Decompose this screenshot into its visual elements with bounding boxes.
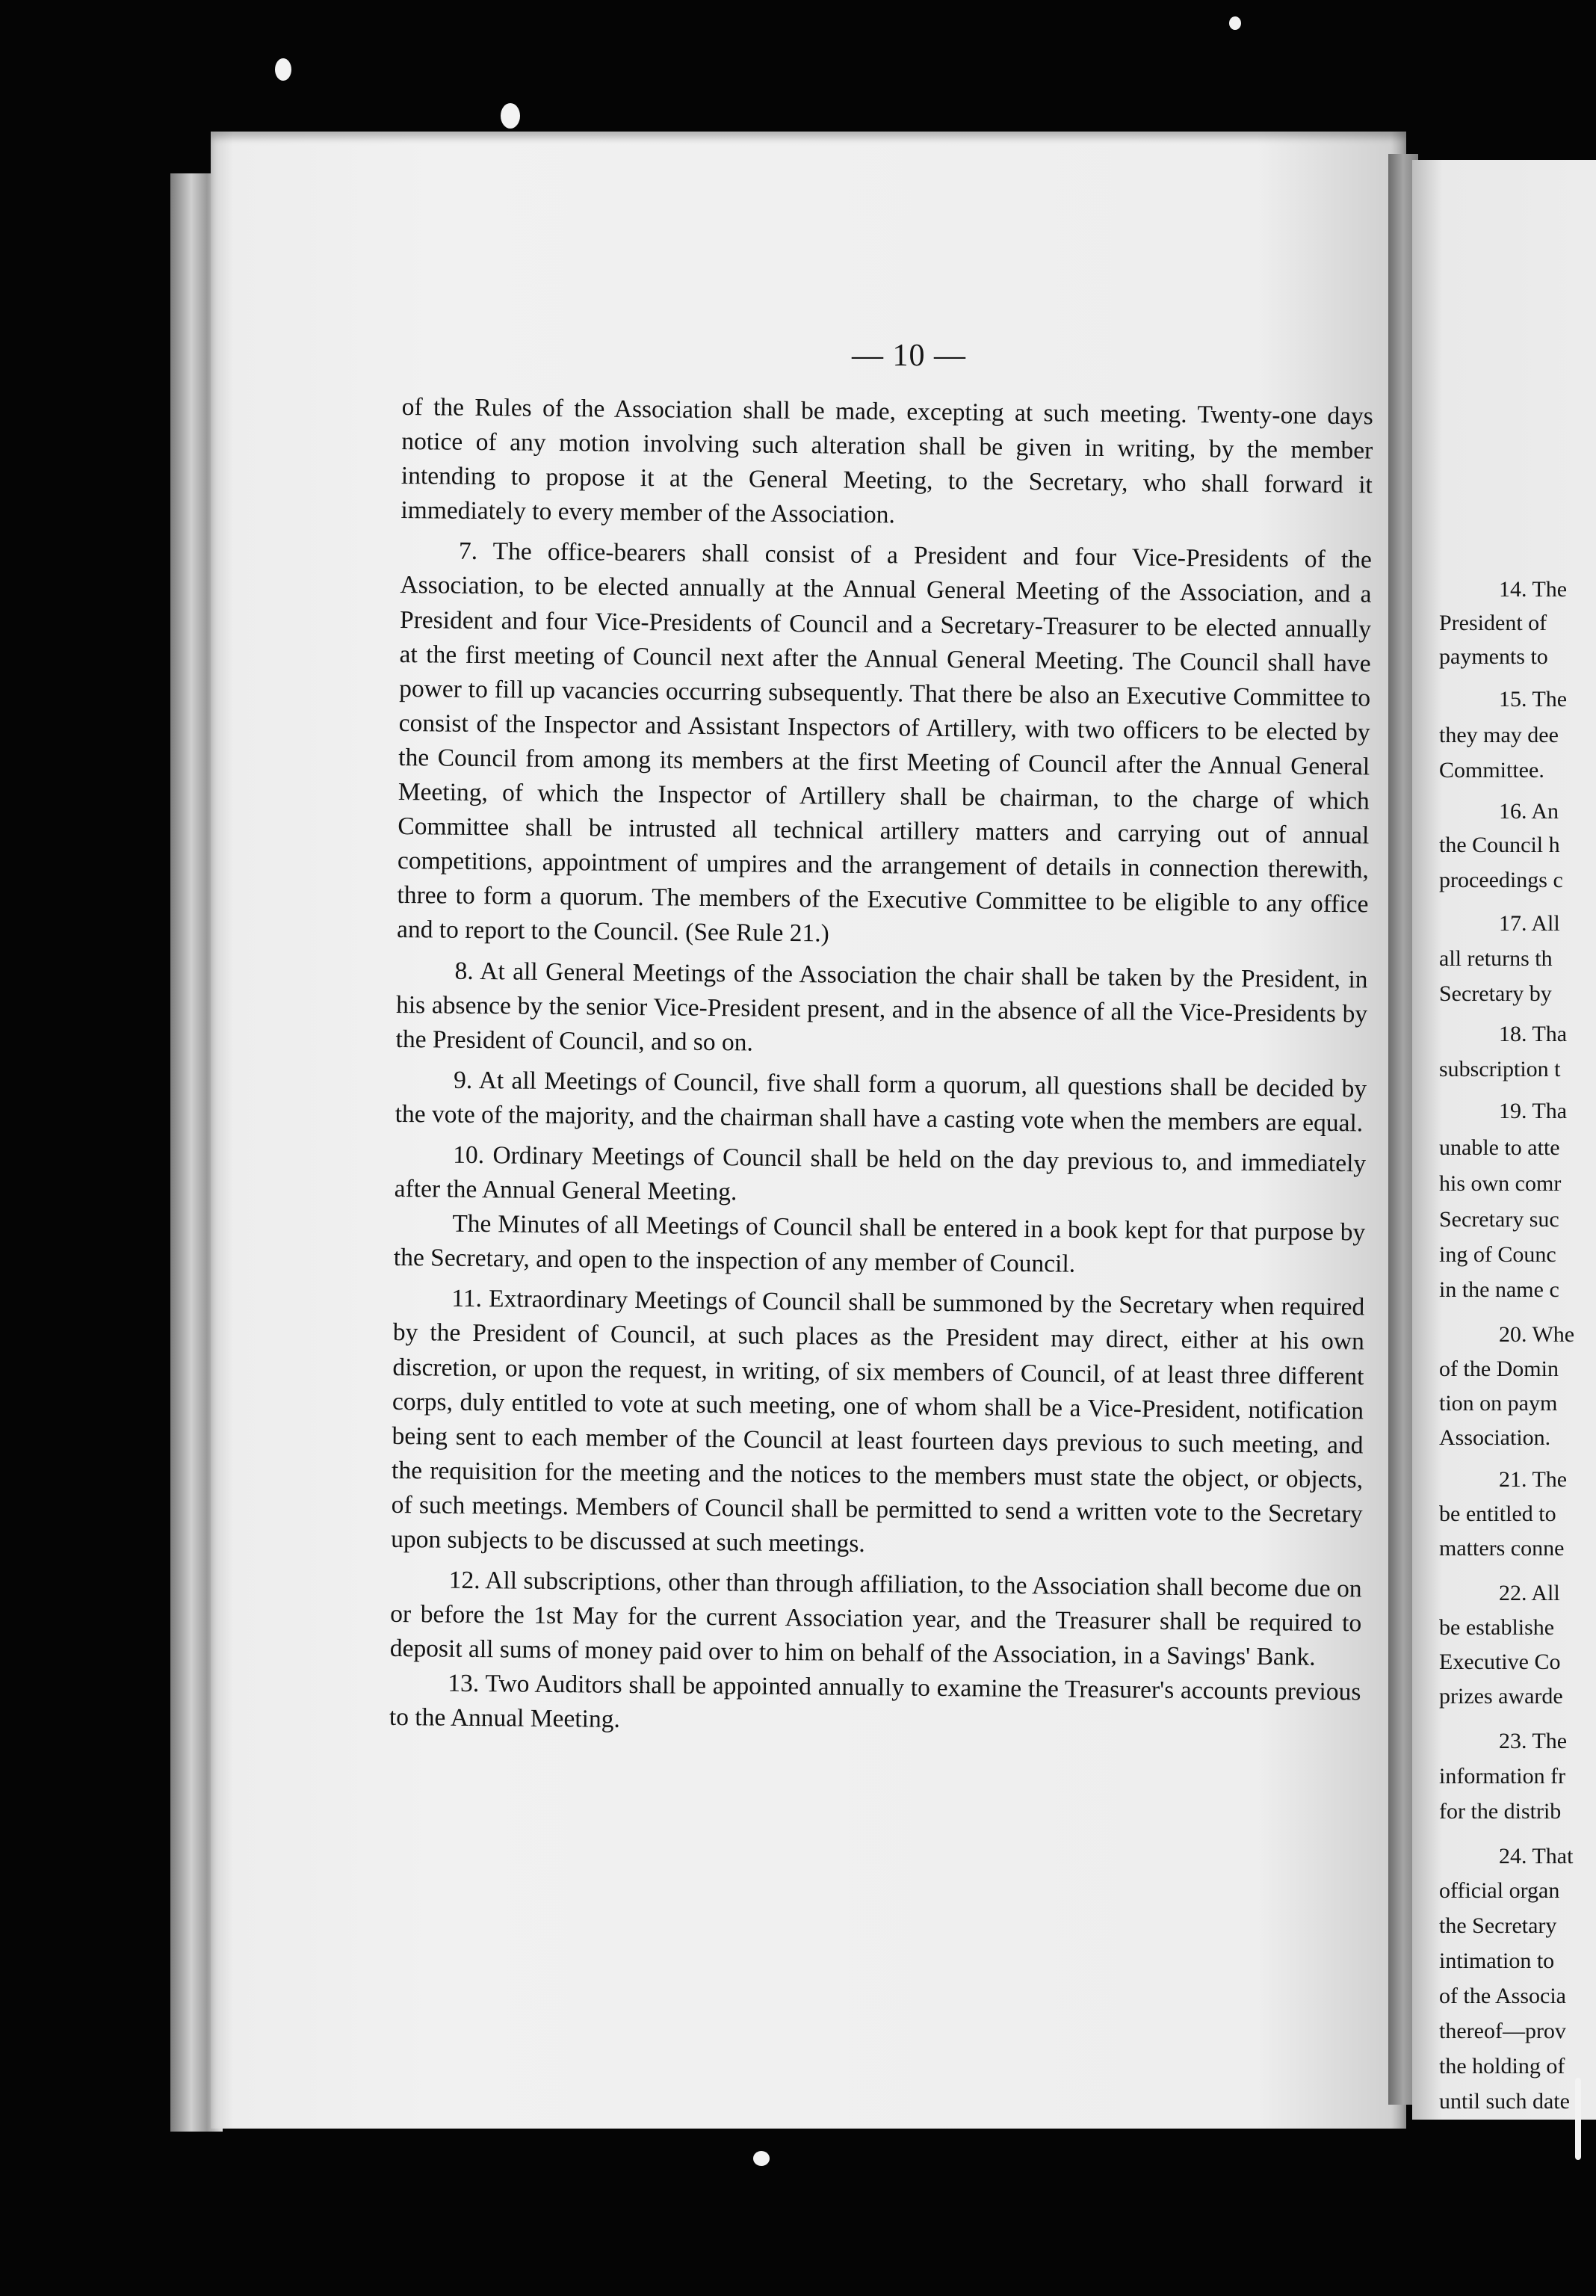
right-text-line: be entitled to (1439, 1502, 1556, 1526)
right-text-line: information fr (1439, 1764, 1566, 1789)
right-text-line: the holding of (1439, 2054, 1565, 2079)
right-text-line: Executive Co (1439, 1650, 1561, 1674)
right-text-line: 17. All (1499, 911, 1560, 936)
right-text-line: intimation to (1439, 1948, 1555, 1973)
right-text-line: official organ (1439, 1878, 1560, 1903)
right-text-line: all returns th (1439, 946, 1553, 971)
right-text-line: Association. (1439, 1425, 1551, 1450)
right-text-line: unable to atte (1439, 1135, 1560, 1160)
rule-13-paragraph: 13. Two Auditors shall be appointed annually to examine the Treasurer's accounts previous to the Annual Meeting. (389, 1670, 1361, 1734)
right-text-line: tion on paym (1439, 1391, 1558, 1416)
right-text-line: in the name c (1439, 1277, 1559, 1302)
dust-speck (1229, 16, 1241, 30)
right-text-line: payments to (1439, 644, 1548, 669)
right-text-line: ing of Counc (1439, 1242, 1556, 1267)
minutes-paragraph: The Minutes of all Meetings of Council shall be entered in a book kept for that purpose by the Secretary, and open to the inspection of any member of Council. (393, 1209, 1366, 1278)
right-text-line: 19. Tha (1499, 1099, 1568, 1123)
rule-7-paragraph: 7. The office-bearers shall consist of a President and four Vice-Presidents of the Association, to be elected annually at the Annual General Meeting of the Association, and a President and four Vice-Presidents of Council and a Secretary-Treasurer to be elected annually at the first meeting of Council next after the Annual General Meeting. The Council shall have power to fill up vacancies occurring subsequently. That there be also an Executive Committee to consist of the Inspector and Assistant Inspectors of Artillery, with two officers to be elected by the Council from among its members at the first Meeting of Council after the Annual General Meeting, of which the Inspector of Artillery shall be chairman, to the charge of which Committee shall be intrusted all technical artillery matters and carrying out of annual competitions, appointment of umpires and the arrangement of details in connection therewith, three to form a quorum. The members of the Executive Committee to be eligible to any office and to report to the Council. (See Rule 21.) (396, 537, 1373, 948)
right-text-line: prizes awarde (1439, 1684, 1563, 1709)
right-text-line: be establishe (1439, 1615, 1555, 1640)
right-text-line: for the distrib (1439, 1799, 1562, 1824)
right-text-line: until such date (1439, 2089, 1570, 2114)
right-text-line: 23. The (1499, 1729, 1568, 1753)
right-text-line: President of (1439, 611, 1547, 635)
right-text-line: 16. An (1499, 799, 1559, 824)
right-text-line: Committee. (1439, 758, 1544, 783)
right-page (1412, 160, 1596, 2120)
right-text-line: subscription t (1439, 1057, 1561, 1081)
rule-11-paragraph: 11. Extraordinary Meetings of Council shall be summoned by the Secretary when required by the President of Council, at such places as the President may direct, either at his own discretion, or upon the request, in writing, of six members of Council, of at least three different corps, duly entitled to vote at such meeting, one of whom shall be a Vice-President, notification being sent to each member of the Council at least fourteen days previous to such meeting, and the requisition for the meeting and the notices to the members must state the object, or objects, of such meetings. Members of Council shall be permitted to send a written vote to the Secretary upon subjects to be discussed at such meetings. (391, 1285, 1365, 1558)
dust-speck (275, 58, 291, 81)
right-text-line: matters conne (1439, 1536, 1565, 1561)
right-text-line: of the Associa (1439, 1984, 1566, 2008)
rule-8-paragraph: 8. At all General Meetings of the Association the chair shall be taken by the President, in his absence by the senior Vice-President present, and in the absence of all the Vice-Presidents by the President of Council, and so on. (395, 957, 1368, 1057)
right-text-line: they may dee (1439, 723, 1559, 747)
dust-speck (501, 103, 520, 129)
right-text-line: of the Domin (1439, 1357, 1559, 1381)
right-text-line: proceedings c (1439, 868, 1563, 892)
dust-speck (1575, 2078, 1581, 2160)
rule-6-continuation: of the Rules of the Association shall be made, excepting at such meeting. Twenty-one days notice of any motion involving such alteration shall be given in writing, by the member intending to propose it at the General Meeting, to the Secretary, who shall forward it immediately to every member of the Association. (400, 392, 1373, 529)
right-text-line: 18. Tha (1499, 1022, 1568, 1046)
right-text-line: Secretary suc (1439, 1207, 1559, 1232)
rule-10-paragraph: 10. Ordinary Meetings of Council shall be held on the day previous to, and immediately after the Annual General Meeting. (394, 1141, 1367, 1206)
left-page-body-text (389, 390, 1373, 1744)
right-text-line: thereof—prov (1439, 2019, 1566, 2043)
rule-12-paragraph: 12. All subscriptions, other than through affiliation, to the Association shall become due on or before the 1st May for the current Association year, and the Treasurer shall be required to deposit all sums of money paid over to him on behalf of the Association, in a Savings' Bank. (389, 1566, 1362, 1672)
page-number: — 10 — (852, 339, 966, 373)
right-text-line: 20. Whe (1499, 1322, 1575, 1347)
right-text-line: the Secretary (1439, 1913, 1557, 1938)
right-text-line: 21. The (1499, 1467, 1568, 1492)
right-text-line: the Council h (1439, 833, 1560, 857)
right-text-line: 22. All (1499, 1581, 1560, 1605)
dust-speck (753, 2151, 770, 2166)
right-text-line: his own comr (1439, 1171, 1562, 1196)
rule-9-paragraph: 9. At all Meetings of Council, five shall form a quorum, all questions shall be decided by the vote of the majority, and the chairman shall have a casting vote when the members are equal. (395, 1066, 1367, 1138)
right-text-line: Secretary by (1439, 981, 1552, 1006)
right-text-line: 24. That (1499, 1844, 1574, 1868)
right-text-line: 14. The (1499, 577, 1568, 602)
right-text-line: 15. The (1499, 687, 1568, 712)
